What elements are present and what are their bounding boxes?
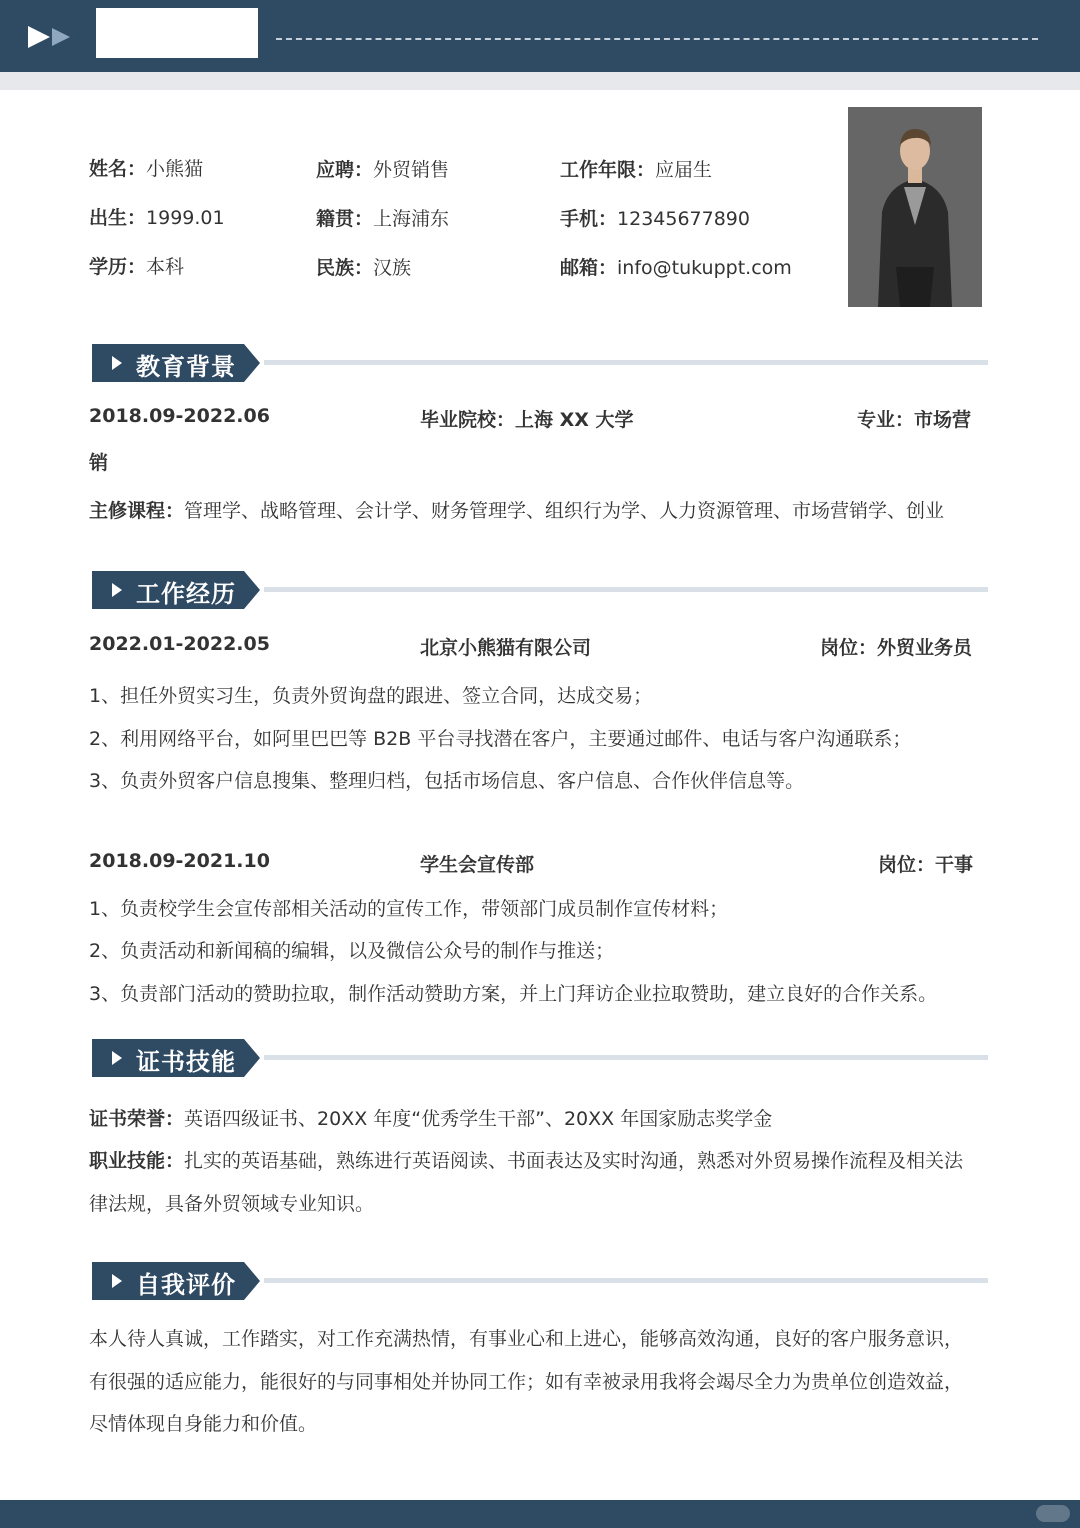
job2-duty: 1、负责校学生会宣传部相关活动的宣传工作，带领部门成员制作宣传材料；: [89, 898, 729, 920]
skills-skill: 职业技能：扎实的英语基础，熟练进行英语阅读、书面表达及实时沟通，熟悉对外贸易操作流程及相关法: [89, 1150, 964, 1172]
section-skills: [92, 1039, 988, 1077]
skills-cert: 证书荣誉：英语四级证书、20XX 年度“优秀学生干部”、20XX 年国家励志奖学金: [89, 1108, 773, 1130]
section-line: [264, 587, 988, 592]
profile-photo: [848, 107, 982, 307]
section-title: 证书技能: [136, 1048, 236, 1076]
self-line: 有很强的适应能力，能很好的与同事相处并协同工作；如有幸被录用我将会竭尽全力为贵单位创造效益，: [89, 1371, 964, 1393]
job1-period: 2022.01-2022.05: [89, 633, 270, 655]
edu-courses: 主修课程：管理学、战略管理、会计学、财务管理学、组织行为学、人力资源管理、市场营销学、创业: [89, 500, 945, 522]
info-origin: 籍贯：上海浦东: [316, 208, 450, 230]
info-years: 工作年限：应届生: [560, 159, 713, 181]
edu-major-cont: 销: [89, 452, 109, 474]
edu-school: 毕业院校：上海 XX 大学: [420, 409, 634, 431]
info-ethnic: 民族：汉族: [316, 257, 412, 279]
self-line: 尽情体现自身能力和价值。: [89, 1413, 318, 1435]
section-line: [264, 360, 988, 365]
job2-duty: 2、负责活动和新闻稿的编辑，以及微信公众号的制作与推送；: [89, 940, 615, 962]
header-strip: [0, 72, 1080, 90]
job1-duty: 2、利用网络平台，如阿里巴巴等 B2B 平台寻找潜在客户，主要通过邮件、电话与客户沟通联系；: [89, 728, 912, 750]
section-work: [92, 571, 988, 609]
job1-role: 岗位：外贸业务员: [820, 637, 973, 659]
info-degree: 学历：本科: [89, 256, 185, 278]
section-line: [264, 1278, 988, 1283]
edu-major: 专业：市场营: [857, 409, 972, 431]
play-arrows-icon: [28, 26, 74, 48]
header-dash-line: [276, 38, 1038, 40]
edu-period: 2018.09-2022.06: [89, 405, 270, 427]
job1-org: 北京小熊猫有限公司: [420, 637, 592, 659]
section-line: [264, 1055, 988, 1060]
info-phone: 手机：12345677890: [560, 208, 750, 230]
job2-period: 2018.09-2021.10: [89, 850, 270, 872]
job2-duty: 3、负责部门活动的赞助拉取，制作活动赞助方案，并上门拜访企业拉取赞助，建立良好的合作关系。: [89, 983, 938, 1005]
section-title: 工作经历: [136, 580, 236, 608]
job2-org: 学生会宣传部: [420, 854, 535, 876]
footer-bar: [0, 1500, 1080, 1528]
job1-duty: 1、担任外贸实习生，负责外贸询盘的跟进、签立合同，达成交易；: [89, 685, 653, 707]
watermark-badge: [1036, 1505, 1070, 1522]
section-self: [92, 1262, 988, 1300]
info-email: 邮箱：info@tukuppt.com: [560, 257, 792, 279]
job1-duty: 3、负责外贸客户信息搜集、整理归档，包括市场信息、客户信息、合作伙伴信息等。: [89, 770, 805, 792]
info-name: 姓名：小熊猫: [89, 158, 204, 180]
name-box: [96, 8, 258, 58]
info-apply: 应聘：外贸销售: [316, 159, 450, 181]
self-line: 本人待人真诚，工作踏实，对工作充满热情，有事业心和上进心，能够高效沟通，良好的客户服务意识，: [89, 1328, 964, 1350]
section-title: 自我评价: [136, 1271, 236, 1299]
info-birth: 出生：1999.01: [89, 207, 225, 229]
section-education: [92, 344, 988, 382]
skills-skill-cont: 律法规，具备外贸领域专业知识。: [89, 1193, 375, 1215]
job2-role: 岗位：干事: [878, 854, 974, 876]
section-title: 教育背景: [136, 353, 236, 381]
